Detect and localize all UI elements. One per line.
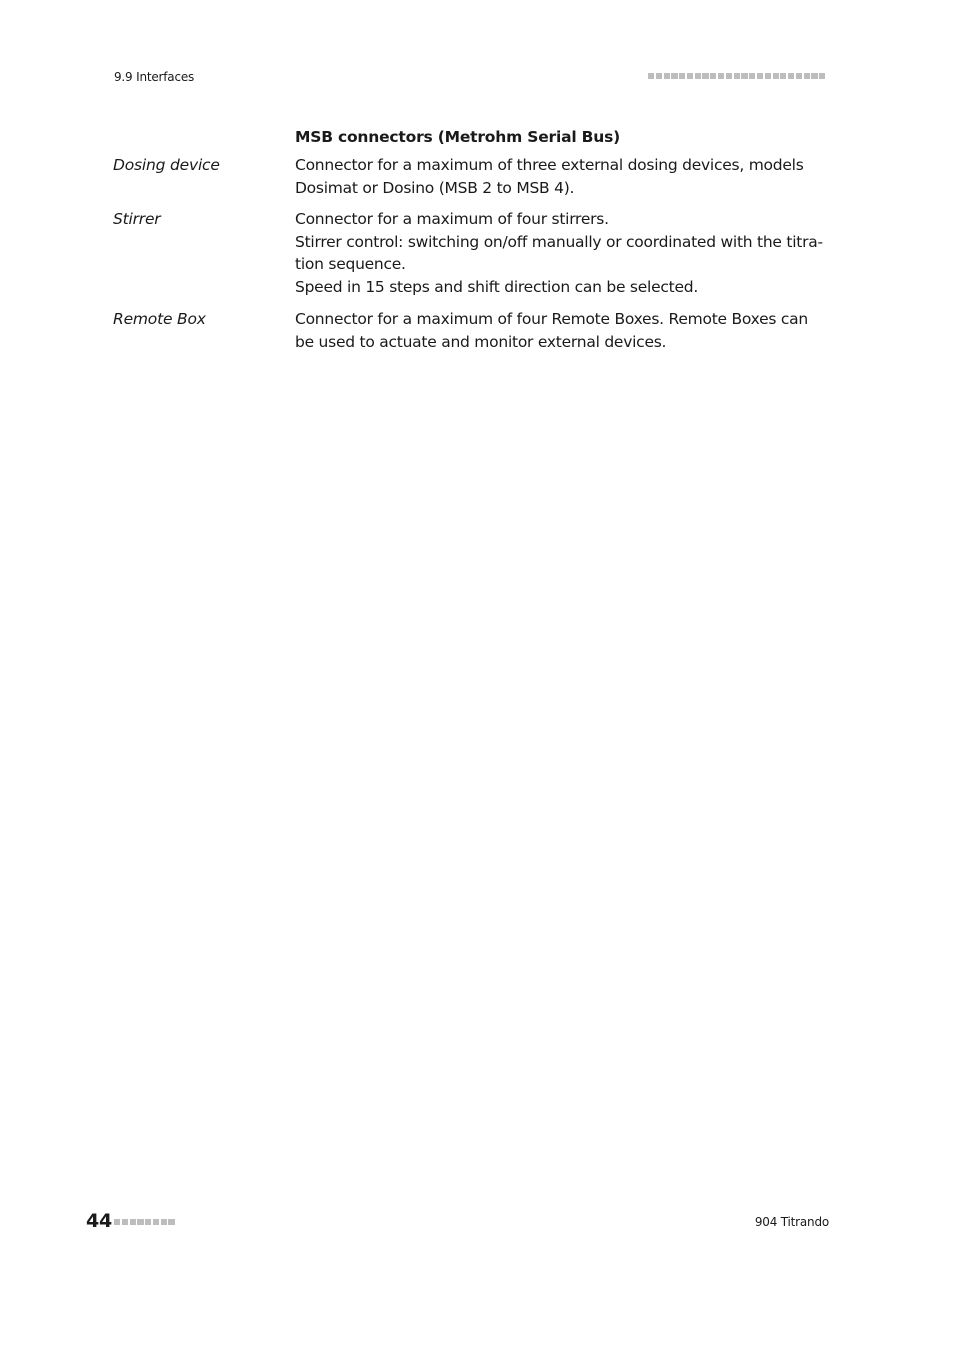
- definition-description: [295, 154, 815, 199]
- header-decorative-dots: [648, 73, 825, 79]
- section-title: MSB connectors (Metrohm Serial Bus): [295, 128, 620, 146]
- definition-term: Dosing device: [113, 156, 220, 174]
- definition-description: [295, 308, 815, 353]
- description-line: Connector for a maximum of four Remote Boxes. Remote Boxes can: [295, 310, 808, 328]
- header-section-title: 9.9 Interfaces: [114, 70, 195, 84]
- description-line: Speed in 15 steps and shift direction can be selected.: [295, 277, 699, 296]
- description-line: tion sequence.: [295, 255, 406, 273]
- page-number: 44: [86, 1210, 113, 1232]
- definition-description: [295, 208, 823, 298]
- description-line: Connector for a maximum of three external dosing devices, models: [295, 156, 804, 174]
- footer-decorative-dots: [114, 1219, 175, 1225]
- description-line: Stirrer control: switching on/off manually or coordinated with the titra-: [295, 232, 823, 251]
- definition-term: Stirrer: [113, 210, 161, 228]
- description-line: Dosimat or Dosino (MSB 2 to MSB 4).: [295, 178, 575, 197]
- description-line: Connector for a maximum of four stirrers.: [295, 210, 609, 228]
- footer-product-name: 904 Titrando: [754, 1215, 829, 1229]
- description-line: be used to actuate and monitor external devices.: [295, 332, 667, 351]
- definition-term: Remote Box: [113, 310, 206, 328]
